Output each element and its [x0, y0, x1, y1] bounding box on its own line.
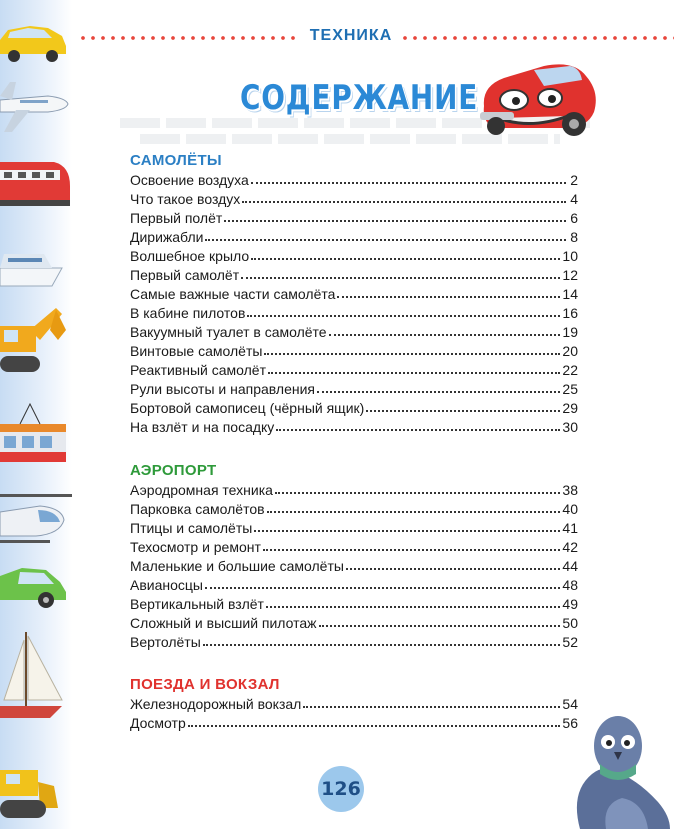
toc-entry-page: 40 — [562, 501, 578, 517]
toc-entry[interactable] — [130, 419, 578, 438]
toc-entry-page: 10 — [562, 248, 578, 264]
toc-entry-title: Парковка самолётов — [130, 501, 265, 517]
airplane-icon — [0, 82, 68, 132]
dot-leader — [251, 171, 566, 184]
toc-entry-page: 8 — [570, 229, 578, 245]
toc-entry-page: 16 — [562, 305, 578, 321]
dot-leader — [346, 557, 560, 570]
toc-entry-title: Авианосцы — [130, 577, 203, 593]
toc-entry-page: 52 — [562, 634, 578, 650]
toc-entry-page: 38 — [562, 482, 578, 498]
toc-entry-title: В кабине пилотов — [130, 305, 246, 321]
toc-entry-title: Бортовой самописец (чёрный ящик) — [130, 400, 365, 416]
dot-leader — [268, 361, 560, 374]
boat-icon — [0, 254, 62, 286]
toc-section-heading: ПОЕЗДА И ВОКЗАЛ — [130, 676, 280, 693]
toc-entry-title: Реактивный самолёт — [130, 362, 267, 378]
page-number: 126 — [318, 766, 364, 812]
toc-entry[interactable] — [130, 696, 578, 715]
toc-entry[interactable] — [130, 501, 578, 520]
toc-entry-page: 48 — [562, 577, 578, 593]
dot-leader — [263, 538, 561, 551]
toc-entry-title: Аэродромная техника — [130, 482, 273, 498]
dot-leader — [267, 500, 561, 513]
dot-leader — [317, 380, 560, 393]
toc-entry[interactable] — [130, 634, 578, 653]
toc-entry-title: Птицы и самолёты — [130, 520, 253, 536]
toc-entry[interactable] — [130, 324, 578, 343]
dot-leader — [329, 323, 561, 336]
toc-entry[interactable] — [130, 362, 578, 381]
toc-entry[interactable] — [130, 343, 578, 362]
toc-entry[interactable] — [130, 715, 578, 734]
toc-entry-page: 44 — [562, 558, 578, 574]
dot-leader — [366, 399, 560, 412]
toc-entry-page: 50 — [562, 615, 578, 631]
toc-entry-title: Первый самолёт — [130, 267, 240, 283]
toc-entry[interactable] — [130, 577, 578, 596]
toc-entry[interactable] — [130, 400, 578, 419]
toc-entry-page: 49 — [562, 596, 578, 612]
toc-entry[interactable] — [130, 267, 578, 286]
toc-entry-title: Винтовые самолёты — [130, 343, 263, 359]
toc-entry-title: На взлёт и на посадку — [130, 419, 275, 435]
toc-entry[interactable] — [130, 305, 578, 324]
toc-entry-title: Досмотр — [130, 715, 186, 731]
toc-entry-page: 14 — [562, 286, 578, 302]
toc-entry[interactable] — [130, 191, 578, 210]
header-dots-right — [400, 36, 674, 40]
toc-entry-title: Сложный и высший пилотаж — [130, 615, 317, 631]
helicopter-icon — [0, 494, 72, 543]
toc-entry-page: 19 — [562, 324, 578, 340]
dot-leader — [276, 418, 560, 431]
toc-entry[interactable] — [130, 596, 578, 615]
green-car-icon — [0, 568, 66, 608]
toc-entry-page: 56 — [562, 715, 578, 731]
book-section-label: ТЕХНИКА — [309, 27, 393, 44]
toc-entry[interactable] — [130, 381, 578, 400]
page-title: СОДЕРЖАНИЕ — [240, 78, 479, 118]
toc-entry-title: Техосмотр и ремонт — [130, 539, 261, 555]
toc-entry-title: Вертолёты — [130, 634, 201, 650]
toc-entry-page: 41 — [562, 520, 578, 536]
toc-entry[interactable] — [130, 482, 578, 501]
dot-leader — [319, 614, 561, 627]
dot-leader — [266, 595, 560, 608]
toc-entry-page: 30 — [562, 419, 578, 435]
dot-leader — [251, 247, 560, 260]
header-dots-left — [78, 36, 298, 40]
toc-entry[interactable] — [130, 558, 578, 577]
red-car-icon — [480, 64, 596, 136]
pigeon-illustration — [566, 712, 674, 834]
dot-leader — [242, 190, 566, 203]
toc-entry-title: Освоение воздуха — [130, 172, 249, 188]
toc-entry-title: Что такое воздух — [130, 191, 241, 207]
toc-entry-title: Вертикальный взлёт — [130, 596, 264, 612]
toc-entry-title: Рули высоты и направления — [130, 381, 315, 397]
toc-section-heading: АЭРОПОРТ — [130, 462, 217, 479]
dot-leader — [224, 209, 566, 222]
toc-entry[interactable] — [130, 615, 578, 634]
dot-leader — [254, 519, 560, 532]
excavator-icon — [0, 308, 66, 372]
toc-entry-title: Вакуумный туалет в самолёте — [130, 324, 327, 340]
dot-leader — [337, 285, 560, 298]
dot-leader — [203, 633, 561, 646]
toc-section-heading: САМОЛЁТЫ — [130, 152, 222, 169]
dot-leader — [247, 304, 560, 317]
page-header — [70, 24, 674, 52]
toc-entry[interactable] — [130, 172, 578, 191]
bulldozer-icon — [0, 770, 58, 818]
toc-entry[interactable] — [130, 248, 578, 267]
toc-entry-page: 29 — [562, 400, 578, 416]
toc-entry-title: Железнодорожный вокзал — [130, 696, 302, 712]
dot-leader — [241, 266, 560, 279]
pigeon-icon — [577, 716, 670, 829]
toc-entry-page: 42 — [562, 539, 578, 555]
toc-entry[interactable] — [130, 520, 578, 539]
toc-entry-page: 4 — [570, 191, 578, 207]
toc-entry-page: 6 — [570, 210, 578, 226]
vehicle-strip — [0, 0, 72, 829]
dot-leader — [205, 576, 560, 589]
train-icon — [0, 162, 70, 206]
toc-entry-page: 25 — [562, 381, 578, 397]
toc-entry-page: 22 — [562, 362, 578, 378]
dot-leader — [303, 695, 560, 708]
toc-entry-title: Волшебное крыло — [130, 248, 250, 264]
dot-leader — [264, 342, 560, 355]
toc-entry[interactable] — [130, 539, 578, 558]
dot-leader — [188, 714, 561, 727]
dot-leader — [205, 228, 566, 241]
sailboat-icon — [0, 632, 62, 718]
toc-entry-page: 12 — [562, 267, 578, 283]
toc-entry[interactable] — [130, 229, 578, 248]
toc-entry-page: 20 — [562, 343, 578, 359]
toc-entry-page: 2 — [570, 172, 578, 188]
yellow-car-icon — [0, 26, 66, 62]
toc-entry-title: Самые важные части самолёта — [130, 286, 336, 302]
toc-entry[interactable] — [130, 210, 578, 229]
toc-entry-page: 54 — [562, 696, 578, 712]
toc-entry-title: Дирижабли — [130, 229, 204, 245]
tram-icon — [0, 404, 66, 462]
red-car-illustration — [474, 56, 604, 145]
toc-entry[interactable] — [130, 286, 578, 305]
dot-leader — [275, 481, 561, 494]
toc-entry-title: Первый полёт — [130, 210, 223, 226]
toc-entry-title: Маленькие и большие самолёты — [130, 558, 344, 574]
